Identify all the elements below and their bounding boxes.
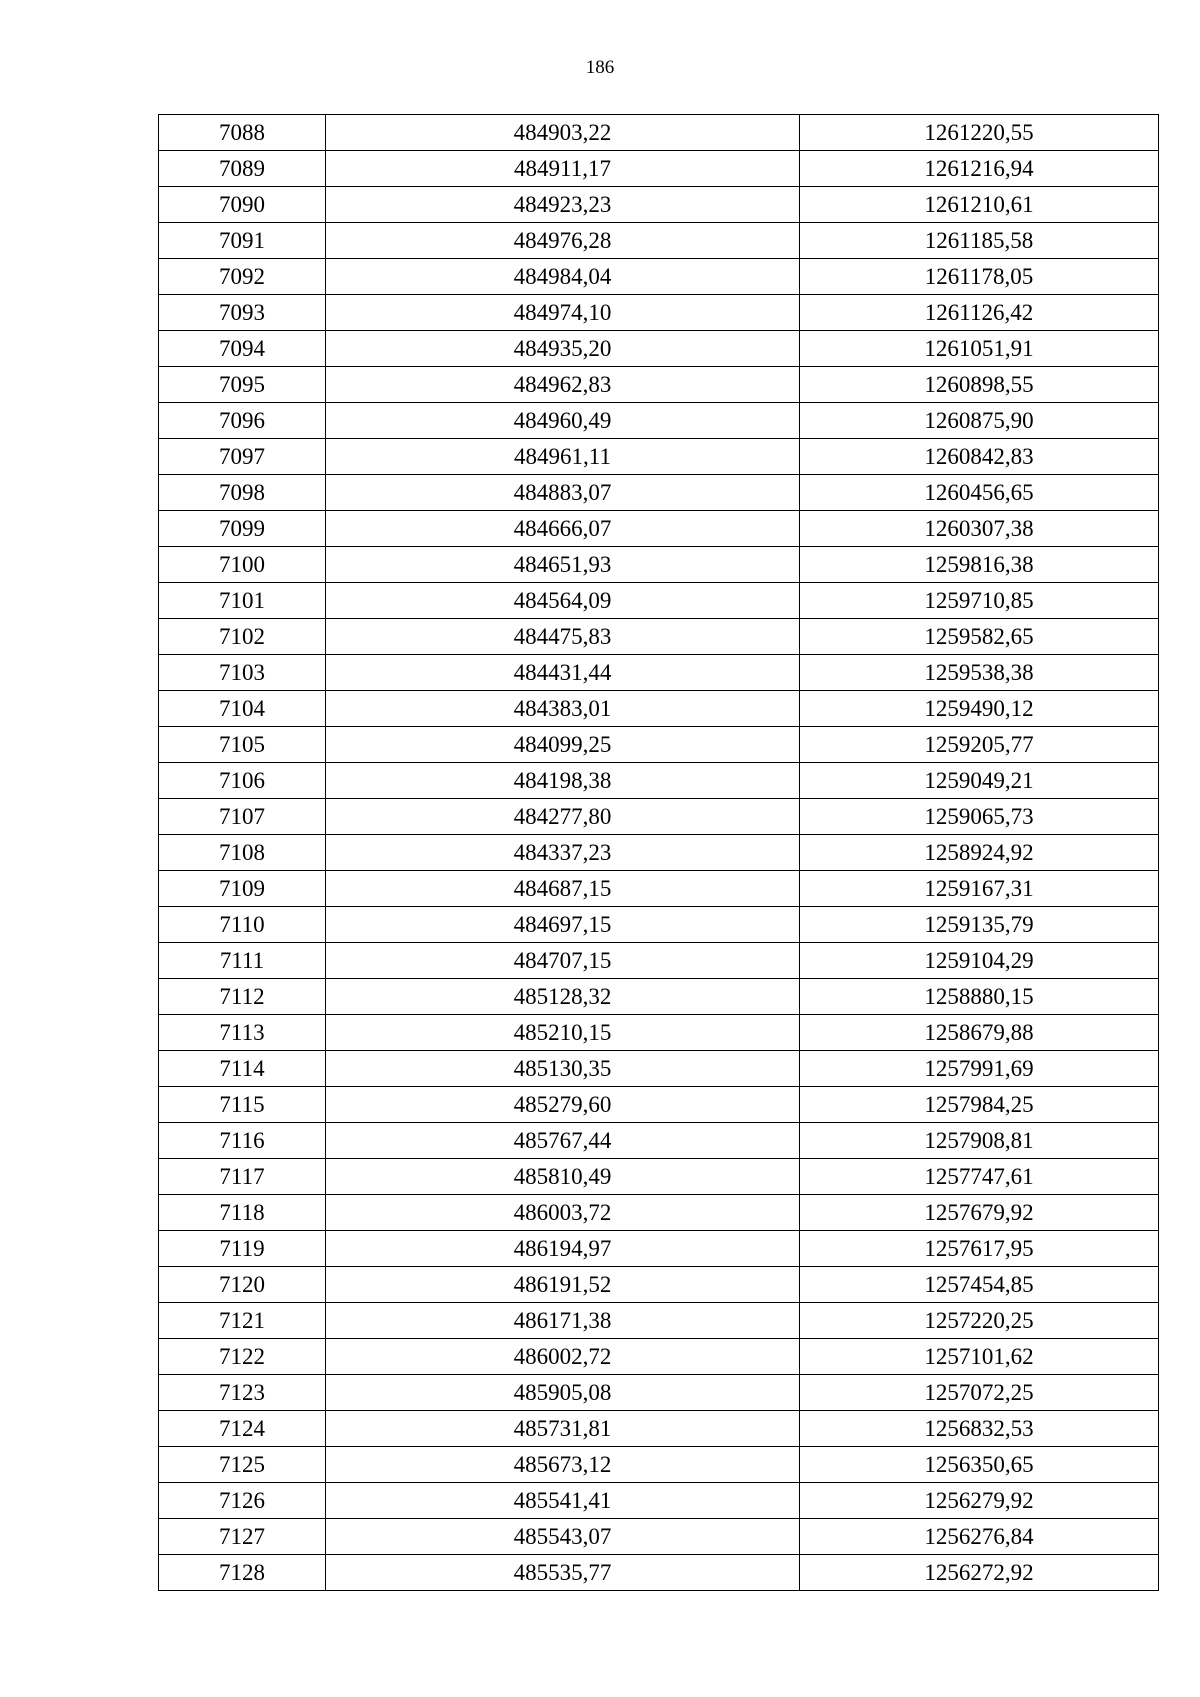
y-coordinate-cell: 1256279,92 (800, 1483, 1159, 1519)
y-coordinate-cell: 1259205,77 (800, 727, 1159, 763)
point-number-cell: 7099 (159, 511, 326, 547)
point-number-cell: 7122 (159, 1339, 326, 1375)
point-number-cell: 7104 (159, 691, 326, 727)
point-number-cell: 7105 (159, 727, 326, 763)
y-coordinate-cell: 1257617,95 (800, 1231, 1159, 1267)
point-number-cell: 7089 (159, 151, 326, 187)
x-coordinate-cell: 484961,11 (326, 439, 800, 475)
table-row (159, 1231, 1159, 1267)
point-number-cell: 7127 (159, 1519, 326, 1555)
table-row (159, 1447, 1159, 1483)
table-row (159, 979, 1159, 1015)
table-row (159, 799, 1159, 835)
y-coordinate-cell: 1256272,92 (800, 1555, 1159, 1591)
x-coordinate-cell: 485541,41 (326, 1483, 800, 1519)
y-coordinate-cell: 1256276,84 (800, 1519, 1159, 1555)
x-coordinate-cell: 484475,83 (326, 619, 800, 655)
y-coordinate-cell: 1258880,15 (800, 979, 1159, 1015)
y-coordinate-cell: 1256350,65 (800, 1447, 1159, 1483)
point-number-cell: 7088 (159, 115, 326, 151)
table-row (159, 1555, 1159, 1591)
table-row (159, 907, 1159, 943)
table-row (159, 619, 1159, 655)
y-coordinate-cell: 1258924,92 (800, 835, 1159, 871)
y-coordinate-cell: 1259167,31 (800, 871, 1159, 907)
y-coordinate-cell: 1257072,25 (800, 1375, 1159, 1411)
y-coordinate-cell: 1259538,38 (800, 655, 1159, 691)
x-coordinate-cell: 484687,15 (326, 871, 800, 907)
point-number-cell: 7128 (159, 1555, 326, 1591)
point-number-cell: 7117 (159, 1159, 326, 1195)
table-row (159, 1267, 1159, 1303)
x-coordinate-cell: 486194,97 (326, 1231, 800, 1267)
x-coordinate-cell: 484962,83 (326, 367, 800, 403)
point-number-cell: 7116 (159, 1123, 326, 1159)
point-number-cell: 7101 (159, 583, 326, 619)
x-coordinate-cell: 486171,38 (326, 1303, 800, 1339)
x-coordinate-cell: 485543,07 (326, 1519, 800, 1555)
table-row (159, 1303, 1159, 1339)
table-row (159, 223, 1159, 259)
point-number-cell: 7098 (159, 475, 326, 511)
point-number-cell: 7093 (159, 295, 326, 331)
table-row (159, 1051, 1159, 1087)
point-number-cell: 7096 (159, 403, 326, 439)
y-coordinate-cell: 1259816,38 (800, 547, 1159, 583)
y-coordinate-cell: 1261126,42 (800, 295, 1159, 331)
point-number-cell: 7110 (159, 907, 326, 943)
x-coordinate-cell: 484935,20 (326, 331, 800, 367)
page-number: 186 (585, 57, 615, 78)
table-row (159, 1483, 1159, 1519)
y-coordinate-cell: 1259104,29 (800, 943, 1159, 979)
point-number-cell: 7125 (159, 1447, 326, 1483)
table-row (159, 403, 1159, 439)
table-row (159, 259, 1159, 295)
point-number-cell: 7111 (159, 943, 326, 979)
table-row (159, 1195, 1159, 1231)
table-row (159, 1015, 1159, 1051)
x-coordinate-cell: 485130,35 (326, 1051, 800, 1087)
point-number-cell: 7109 (159, 871, 326, 907)
y-coordinate-cell: 1257984,25 (800, 1087, 1159, 1123)
point-number-cell: 7126 (159, 1483, 326, 1519)
y-coordinate-cell: 1260307,38 (800, 511, 1159, 547)
x-coordinate-cell: 484431,44 (326, 655, 800, 691)
point-number-cell: 7092 (159, 259, 326, 295)
x-coordinate-cell: 485210,15 (326, 1015, 800, 1051)
x-coordinate-cell: 484707,15 (326, 943, 800, 979)
table-row (159, 511, 1159, 547)
table-row (159, 655, 1159, 691)
x-coordinate-cell: 484337,23 (326, 835, 800, 871)
table-row (159, 295, 1159, 331)
y-coordinate-cell: 1260456,65 (800, 475, 1159, 511)
point-number-cell: 7115 (159, 1087, 326, 1123)
y-coordinate-cell: 1258679,88 (800, 1015, 1159, 1051)
x-coordinate-cell: 484984,04 (326, 259, 800, 295)
table-row (159, 547, 1159, 583)
x-coordinate-cell: 484697,15 (326, 907, 800, 943)
y-coordinate-cell: 1261216,94 (800, 151, 1159, 187)
x-coordinate-cell: 485673,12 (326, 1447, 800, 1483)
x-coordinate-cell: 485128,32 (326, 979, 800, 1015)
x-coordinate-cell: 485731,81 (326, 1411, 800, 1447)
y-coordinate-cell: 1257101,62 (800, 1339, 1159, 1375)
point-number-cell: 7102 (159, 619, 326, 655)
table-row (159, 691, 1159, 727)
x-coordinate-cell: 484666,07 (326, 511, 800, 547)
coordinates-table (158, 114, 1159, 1591)
point-number-cell: 7095 (159, 367, 326, 403)
y-coordinate-cell: 1260898,55 (800, 367, 1159, 403)
y-coordinate-cell: 1257991,69 (800, 1051, 1159, 1087)
x-coordinate-cell: 486002,72 (326, 1339, 800, 1375)
table-row (159, 151, 1159, 187)
x-coordinate-cell: 485810,49 (326, 1159, 800, 1195)
table-row (159, 475, 1159, 511)
x-coordinate-cell: 484911,17 (326, 151, 800, 187)
y-coordinate-cell: 1259065,73 (800, 799, 1159, 835)
y-coordinate-cell: 1259049,21 (800, 763, 1159, 799)
x-coordinate-cell: 484923,23 (326, 187, 800, 223)
y-coordinate-cell: 1257220,25 (800, 1303, 1159, 1339)
x-coordinate-cell: 484383,01 (326, 691, 800, 727)
y-coordinate-cell: 1261220,55 (800, 115, 1159, 151)
x-coordinate-cell: 484883,07 (326, 475, 800, 511)
table-row (159, 331, 1159, 367)
y-coordinate-cell: 1257454,85 (800, 1267, 1159, 1303)
table-row (159, 943, 1159, 979)
point-number-cell: 7112 (159, 979, 326, 1015)
point-number-cell: 7114 (159, 1051, 326, 1087)
point-number-cell: 7121 (159, 1303, 326, 1339)
x-coordinate-cell: 485767,44 (326, 1123, 800, 1159)
y-coordinate-cell: 1257908,81 (800, 1123, 1159, 1159)
point-number-cell: 7090 (159, 187, 326, 223)
y-coordinate-cell: 1261178,05 (800, 259, 1159, 295)
point-number-cell: 7113 (159, 1015, 326, 1051)
table-row (159, 1339, 1159, 1375)
table-row (159, 1411, 1159, 1447)
y-coordinate-cell: 1261051,91 (800, 331, 1159, 367)
point-number-cell: 7097 (159, 439, 326, 475)
table-row (159, 439, 1159, 475)
table-row (159, 1375, 1159, 1411)
y-coordinate-cell: 1257747,61 (800, 1159, 1159, 1195)
point-number-cell: 7091 (159, 223, 326, 259)
x-coordinate-cell: 485905,08 (326, 1375, 800, 1411)
y-coordinate-cell: 1256832,53 (800, 1411, 1159, 1447)
x-coordinate-cell: 484903,22 (326, 115, 800, 151)
point-number-cell: 7108 (159, 835, 326, 871)
y-coordinate-cell: 1261185,58 (800, 223, 1159, 259)
point-number-cell: 7123 (159, 1375, 326, 1411)
table-row (159, 835, 1159, 871)
table-row (159, 1123, 1159, 1159)
table-row (159, 1519, 1159, 1555)
x-coordinate-cell: 484277,80 (326, 799, 800, 835)
point-number-cell: 7094 (159, 331, 326, 367)
table-row (159, 367, 1159, 403)
table-row (159, 115, 1159, 151)
y-coordinate-cell: 1259135,79 (800, 907, 1159, 943)
y-coordinate-cell: 1260875,90 (800, 403, 1159, 439)
y-coordinate-cell: 1260842,83 (800, 439, 1159, 475)
y-coordinate-cell: 1259710,85 (800, 583, 1159, 619)
coordinates-table-body (159, 115, 1159, 1591)
point-number-cell: 7107 (159, 799, 326, 835)
y-coordinate-cell: 1259582,65 (800, 619, 1159, 655)
table-row (159, 871, 1159, 907)
point-number-cell: 7106 (159, 763, 326, 799)
x-coordinate-cell: 484974,10 (326, 295, 800, 331)
table-row (159, 1087, 1159, 1123)
x-coordinate-cell: 484099,25 (326, 727, 800, 763)
point-number-cell: 7118 (159, 1195, 326, 1231)
x-coordinate-cell: 485279,60 (326, 1087, 800, 1123)
table-row (159, 727, 1159, 763)
point-number-cell: 7119 (159, 1231, 326, 1267)
x-coordinate-cell: 484960,49 (326, 403, 800, 439)
point-number-cell: 7124 (159, 1411, 326, 1447)
x-coordinate-cell: 486191,52 (326, 1267, 800, 1303)
x-coordinate-cell: 484976,28 (326, 223, 800, 259)
x-coordinate-cell: 484651,93 (326, 547, 800, 583)
x-coordinate-cell: 484564,09 (326, 583, 800, 619)
table-row (159, 187, 1159, 223)
x-coordinate-cell: 485535,77 (326, 1555, 800, 1591)
x-coordinate-cell: 484198,38 (326, 763, 800, 799)
x-coordinate-cell: 486003,72 (326, 1195, 800, 1231)
table-row (159, 1159, 1159, 1195)
y-coordinate-cell: 1261210,61 (800, 187, 1159, 223)
point-number-cell: 7100 (159, 547, 326, 583)
y-coordinate-cell: 1259490,12 (800, 691, 1159, 727)
point-number-cell: 7120 (159, 1267, 326, 1303)
table-row (159, 583, 1159, 619)
table-row (159, 763, 1159, 799)
y-coordinate-cell: 1257679,92 (800, 1195, 1159, 1231)
point-number-cell: 7103 (159, 655, 326, 691)
